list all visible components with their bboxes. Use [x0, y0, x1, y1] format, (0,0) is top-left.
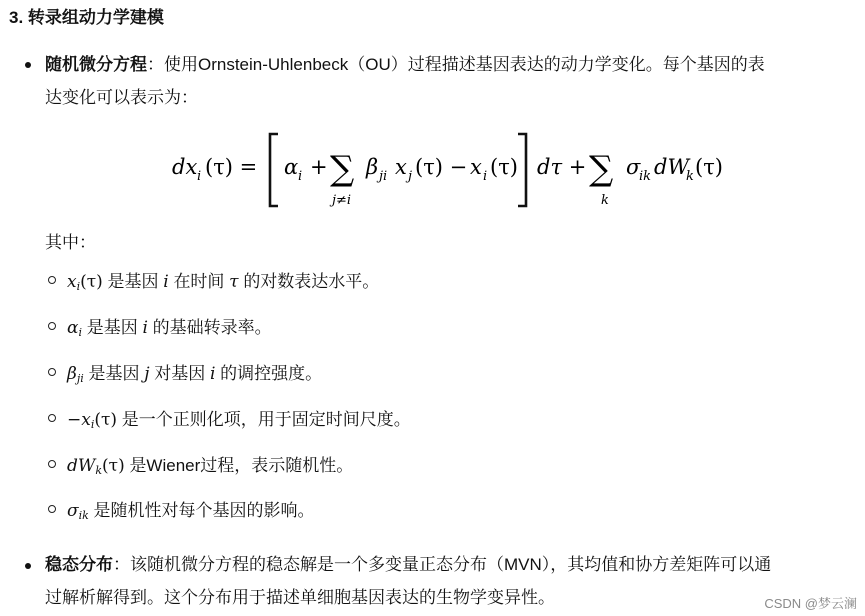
bullet-sde-title: 随机微分方程 [45, 55, 147, 74]
item-symbol [67, 318, 82, 338]
eq-alpha: α [284, 155, 299, 179]
list-item [48, 454, 353, 483]
eq-sigma-sub: ik [639, 169, 652, 184]
eq-alpha-sub: i [298, 169, 303, 184]
eq-lhs-sub: i [197, 169, 202, 184]
item-var2: τ [229, 272, 239, 292]
sym-sub: k [95, 464, 103, 477]
sym-arg: (τ) [80, 272, 103, 292]
list-item [48, 270, 379, 299]
circle-bullet-icon [48, 276, 56, 284]
eq-dtau: dτ + [537, 155, 587, 179]
bullet-steady-title: 稳态分布 [45, 555, 113, 574]
item-text: 是一个正则化项，用于固定时间尺度。 [121, 410, 411, 429]
item-text: 是基因 [86, 318, 138, 337]
sym: dW [67, 456, 96, 476]
circle-bullet-icon [48, 505, 56, 513]
eq-xj-sub: j [408, 169, 413, 184]
list-item [48, 499, 315, 528]
circle-bullet-icon [48, 460, 56, 468]
circle-bullet-icon [48, 322, 56, 330]
sym-sub: i [78, 326, 83, 339]
sym-arg: (τ) [94, 410, 118, 430]
item-text2: 对基因 [154, 364, 206, 383]
circle-bullet-icon [48, 414, 56, 422]
sum-sign-1: ∑ [330, 149, 355, 189]
list-item [48, 408, 411, 437]
item-text2: 在时间 [173, 272, 225, 291]
item-text3: 的对数表达水平。 [243, 272, 380, 291]
item-text2: 的基础转录率。 [152, 318, 272, 337]
item-var: j [144, 364, 150, 384]
bullet-sde-text1: 使用Ornstein-Uhlenbeck（OU）过程描述基因表达的动力学变化。每个基因的表 [164, 55, 765, 74]
where-label: 其中： [45, 233, 96, 252]
item-text3: 的调控强度。 [220, 364, 323, 383]
list-item [48, 362, 322, 391]
item-var: i [142, 318, 148, 338]
item-symbol [67, 364, 84, 384]
eq-sum-under-2: k [601, 193, 609, 208]
item-symbol [67, 410, 117, 430]
eq-lhs-arg: (τ) = [205, 155, 258, 179]
item-symbol [67, 501, 89, 521]
item-var: i [163, 272, 169, 292]
eq-xi: x [470, 155, 482, 179]
eq-xi-arg: (τ) [490, 155, 519, 179]
bullet-steady-text1: 该随机微分方程的稳态解是一个多变量正态分布（MVN），其均值和协方差矩阵可以通 [130, 555, 772, 574]
item-text: 是Wiener过程，表示随机性。 [129, 456, 354, 475]
bullet-steady-line1 [45, 548, 860, 581]
eq-dW-arg: (τ) [695, 155, 724, 179]
section-heading: 3. 转录组动力学建模 [9, 8, 164, 27]
circle-bullet-icon [48, 368, 56, 376]
eq-beta-sub: ji [379, 169, 388, 184]
eq-sigma: σ [626, 155, 641, 179]
eq-xj: x [395, 155, 407, 179]
eq-xi-sub: i [483, 169, 488, 184]
item-symbol [67, 272, 103, 292]
ou-equation [168, 126, 748, 212]
sym-sub: ji [76, 372, 84, 385]
item-text: 是随机性对每个基因的影响。 [93, 501, 315, 520]
eq-sum-under-1: j≠i [332, 193, 352, 208]
bullet-sde-text2: 达变化可以表示为： [45, 88, 198, 107]
colon: ： [147, 55, 164, 74]
bullet-dot [25, 62, 31, 68]
sym-sub: i [76, 280, 81, 293]
sym: x [67, 272, 77, 292]
bullet-sde-line1 [45, 48, 855, 81]
bullet-steady-text2: 过解析解得到。这个分布用于描述单细胞基因表达的生物学变异性。 [45, 588, 555, 607]
item-symbol [67, 456, 125, 476]
bullet-sde [45, 48, 855, 114]
eq-dW: dW [654, 155, 690, 179]
eq-dW-sub: k [686, 169, 694, 184]
eq-xj-arg: (τ) − [415, 155, 468, 179]
sym-sub: ik [78, 509, 89, 522]
sym: σ [67, 501, 79, 521]
item-text: 是基因 [88, 364, 140, 383]
eq-plus1: + [310, 155, 328, 179]
sym-sub: i [90, 418, 95, 431]
left-bracket [270, 134, 278, 206]
colon: ： [113, 555, 130, 574]
item-text: 是基因 [107, 272, 159, 291]
sum-sign-2: ∑ [589, 149, 614, 189]
right-bracket [518, 134, 526, 206]
eq-beta: β [366, 155, 379, 179]
sym: β [67, 364, 77, 384]
sym-arg: (τ) [102, 456, 125, 476]
bullet-steady-state [45, 548, 860, 614]
sym: −x [67, 410, 91, 430]
item-var2: i [209, 364, 216, 384]
list-item [48, 316, 272, 345]
csdn-watermark: CSDN @梦云澜 [764, 596, 857, 611]
sym: α [67, 318, 79, 338]
eq-lhs: dx [172, 155, 198, 179]
bullet-dot [25, 563, 31, 569]
